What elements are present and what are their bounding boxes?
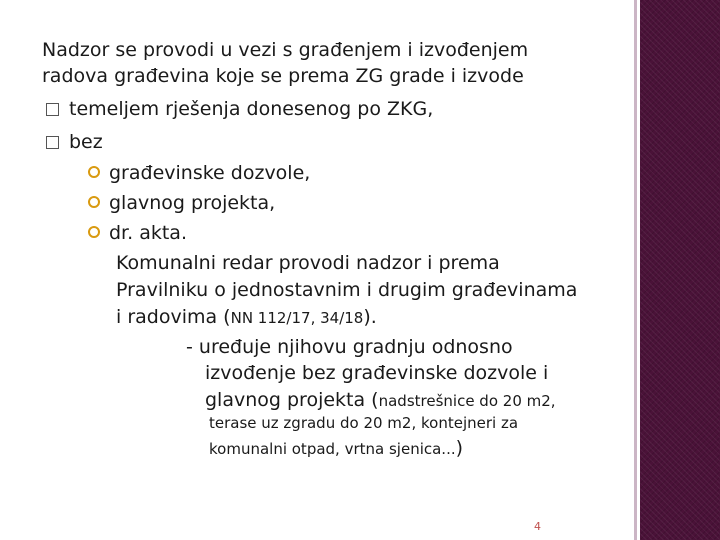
bullet-item-temeljem [46, 97, 433, 121]
uredjuje-line-3-small: nadstrešnice do 20 m2, [378, 392, 556, 410]
bullet-item-bez [46, 130, 103, 154]
komunalni-line-3-end: ). [363, 306, 377, 328]
uredjuje-line-3 [205, 388, 556, 413]
uredjuje-line-1: - uređuje njihovu gradnju odnosno [186, 336, 513, 358]
sub-item-text: dr. akta. [109, 222, 187, 244]
intro-line-1: Nadzor se provodi u vezi s građenjem i izvođenjem [42, 39, 529, 61]
sub-item-text: građevinske dozvole, [109, 162, 311, 184]
uredjuje-line-4: terase uz zgradu do 20 m2, kontejneri za [209, 414, 519, 432]
uredjuje-line-3-main: glavnog projekta ( [205, 389, 379, 411]
sub-item-dozvole [88, 161, 310, 185]
sub-item-projekta [88, 191, 275, 215]
uredjuje-line-5 [209, 436, 463, 461]
komunalni-line-3 [116, 305, 377, 330]
square-bullet-icon [46, 136, 59, 149]
bullet-text: bez [69, 131, 103, 153]
uredjuje-line-2: izvođenje bez građevinske dozvole i [205, 362, 549, 384]
sub-item-text: glavnog projekta, [109, 192, 276, 214]
komunalni-line-2: Pravilniku o jednostavnim i drugim građevinama [116, 279, 578, 301]
page-number: 4 [534, 520, 541, 533]
side-divider-line [634, 0, 637, 540]
bullet-text: temeljem rješenja donesenog po ZKG, [69, 98, 434, 120]
ring-bullet-icon [88, 226, 100, 238]
sub-item-akta [88, 221, 187, 245]
ring-bullet-icon [88, 196, 100, 208]
ring-bullet-icon [88, 166, 100, 178]
uredjuje-line-5-small: komunalni otpad, vrtna sjenica... [209, 440, 456, 458]
square-bullet-icon [46, 103, 59, 116]
komunalni-line-1: Komunalni redar provodi nadzor i prema [116, 252, 500, 274]
intro-line-2: radova građevina koje se prema ZG grade i izvode [42, 65, 524, 87]
uredjuje-line-5-end: ) [455, 437, 464, 459]
nn-reference: NN 112/17, 34/18 [230, 309, 364, 327]
komunalni-line-3-main: i radovima ( [116, 306, 231, 328]
decorative-side-strip [640, 0, 720, 540]
